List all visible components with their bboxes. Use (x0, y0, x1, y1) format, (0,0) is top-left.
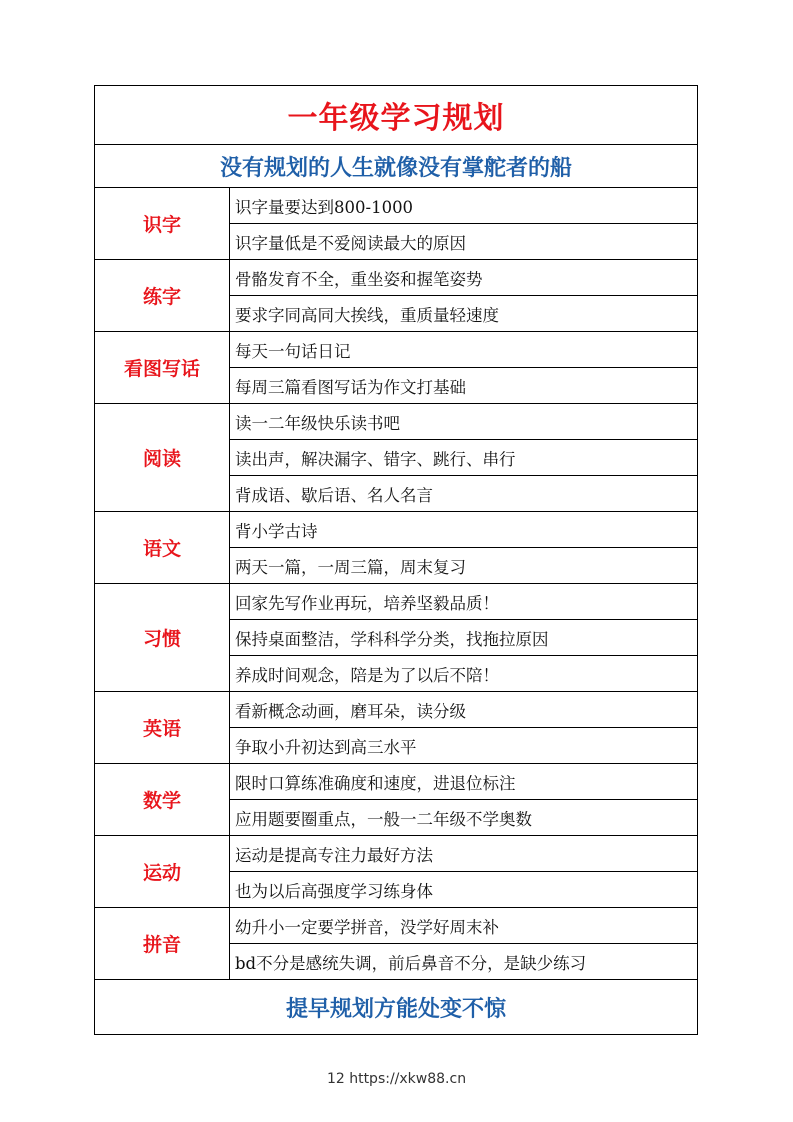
plan-item: 识字量低是不爱阅读最大的原因 (230, 224, 698, 260)
table-row (95, 692, 698, 728)
plan-item: 两天一篇，一周三篇，周末复习 (230, 548, 698, 584)
table-row (95, 404, 698, 440)
plan-item: 养成时间观念，陪是为了以后不陪！ (230, 656, 698, 692)
plan-item: 背成语、歇后语、名人名言 (230, 476, 698, 512)
category-label: 识字 (95, 188, 230, 260)
plan-item: 骨骼发育不全，重坐姿和握笔姿势 (230, 260, 698, 296)
category-label: 英语 (95, 692, 230, 764)
footer-row (95, 980, 698, 1035)
category-label: 数学 (95, 764, 230, 836)
table-row (95, 908, 698, 944)
table-row (95, 260, 698, 296)
category-label: 看图写话 (95, 332, 230, 404)
plan-item: 应用题要圈重点，一般一二年级不学奥数 (230, 800, 698, 836)
plan-item: 识字量要达到800-1000 (230, 188, 698, 224)
plan-item: 读出声，解决漏字、错字、跳行、串行 (230, 440, 698, 476)
plan-item: 幼升小一定要学拼音，没学好周末补 (230, 908, 698, 944)
plan-item: 运动是提高专注力最好方法 (230, 836, 698, 872)
title-row (95, 86, 698, 145)
table-row (95, 584, 698, 620)
table-row (95, 764, 698, 800)
study-plan-table (94, 85, 698, 1035)
category-label: 语文 (95, 512, 230, 584)
plan-item: 限时口算练准确度和速度，进退位标注 (230, 764, 698, 800)
category-label: 练字 (95, 260, 230, 332)
page-number-url: 12 https://xkw88.cn (326, 1071, 467, 1087)
table-row (95, 836, 698, 872)
plan-item: 每周三篇看图写话为作文打基础 (230, 368, 698, 404)
plan-item: 背小学古诗 (230, 512, 698, 548)
category-label: 习惯 (95, 584, 230, 692)
plan-item: bd不分是感统失调，前后鼻音不分，是缺少练习 (230, 944, 698, 980)
category-label: 运动 (95, 836, 230, 908)
plan-item: 每天一句话日记 (230, 332, 698, 368)
table-row (95, 188, 698, 224)
table-row (95, 512, 698, 548)
plan-item: 要求字同高同大挨线，重质量轻速度 (230, 296, 698, 332)
plan-item: 争取小升初达到高三水平 (230, 728, 698, 764)
table-row (95, 332, 698, 368)
plan-item: 保持桌面整洁，学科科学分类，找拖拉原因 (230, 620, 698, 656)
plan-item: 看新概念动画，磨耳朵，读分级 (230, 692, 698, 728)
page-title: 一年级学习规划 (95, 86, 698, 145)
page-subtitle: 没有规划的人生就像没有掌舵者的船 (95, 145, 698, 188)
category-label: 阅读 (95, 404, 230, 512)
plan-item: 回家先写作业再玩，培养坚毅品质！ (230, 584, 698, 620)
category-label: 拼音 (95, 908, 230, 980)
footer-motto: 提早规划方能处变不惊 (95, 980, 698, 1035)
plan-item: 也为以后高强度学习练身体 (230, 872, 698, 908)
subtitle-row (95, 145, 698, 188)
plan-item: 读一二年级快乐读书吧 (230, 404, 698, 440)
